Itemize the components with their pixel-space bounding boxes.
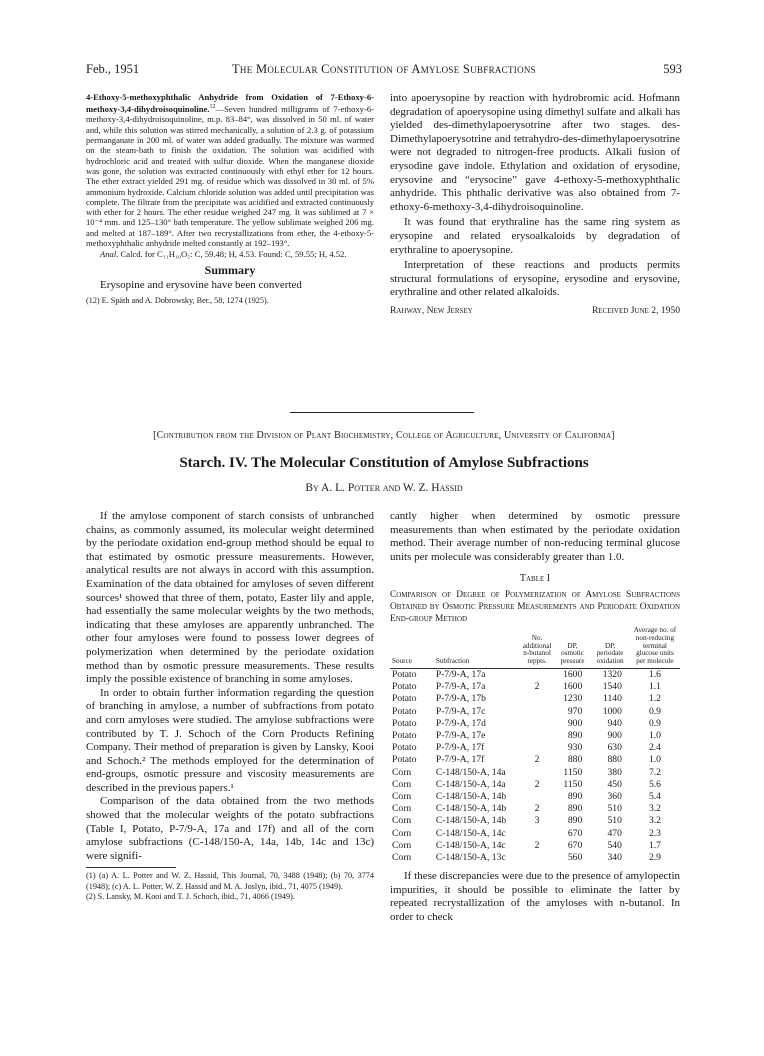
cell-terminal-units: 2.4	[648, 742, 661, 754]
cell-dp-periodate: 360	[607, 790, 622, 802]
footnote-1: (1) (a) A. L. Potter and W. Z. Hassid, This Journal, 70, 3488 (1948); (b) 70, 3774 (1948); (c) A. L. Potter, W. Z. Hassid and M. A. Joslyn, ibid., 71, 4075 (1949).	[86, 871, 374, 891]
article-right-column	[390, 510, 680, 925]
cell-dp-periodate: 540	[607, 839, 622, 851]
article-title: Starch. IV. The Molecular Constitution of Amylose Subfractions	[179, 455, 589, 471]
right-paragraph-1: cantly higher when determined by osmotic pressure measurements than when estimated by the periodate oxidation method. Their average number of non-reducing terminal glucose units per molecule was considerably greater than 1.0.	[390, 510, 680, 563]
prev-article-left-column	[86, 92, 374, 306]
cell-source: Corn	[392, 790, 412, 802]
cell-reppts	[519, 767, 554, 779]
cell-source: Corn	[392, 852, 412, 863]
cell-subfraction: C-148/150-A, 14a	[435, 778, 506, 790]
cell-subfraction: C-148/150-A, 14a	[435, 766, 506, 778]
cell-subfraction: P-7/9-A, 17a	[435, 668, 486, 680]
summary-paragraph-start: Erysopine and erysovine have been converted	[100, 279, 302, 292]
summary-paragraph-3: Interpretation of these reactions and products permits structural formulations of erysopine, erysodine and erysovine, erythraline and other related alkaloids.	[390, 259, 680, 299]
cell-subfraction: P-7/9-A, 17f	[435, 742, 485, 754]
cell-subfraction: P-7/9-A, 17b	[435, 693, 486, 705]
received-date: Received June 2, 1950	[591, 304, 680, 316]
table-caption: Comparison of Degree of Polymerization of Amylose Subfractions Obtained by Osmotic Pressure Measurements and Periodate Oxidation End-group Method	[390, 589, 680, 624]
table-row	[390, 791, 680, 803]
table-row	[390, 803, 680, 815]
cell-dp-osmotic: 1150	[563, 766, 583, 778]
cell-dp-osmotic: 1600	[563, 668, 583, 680]
location: Rahway, New Jersey	[390, 304, 473, 316]
cell-terminal-units: 1.1	[648, 681, 661, 693]
cell-dp-osmotic: 880	[567, 754, 583, 766]
article-separator	[290, 412, 474, 413]
cell-subfraction: C-148/150-A, 14b	[435, 803, 507, 815]
cell-terminal-units: 2.9	[648, 852, 661, 863]
table-row	[390, 681, 680, 693]
table-row	[390, 718, 680, 730]
cell-reppts: 3	[534, 815, 540, 827]
cell-source: Potato	[392, 705, 417, 717]
cell-dp-osmotic: 890	[567, 729, 583, 741]
table-row	[390, 730, 680, 742]
cell-subfraction: C-148/150-A, 14b	[435, 815, 507, 827]
cell-dp-osmotic: 1600	[563, 681, 583, 693]
cell-terminal-units: 1.2	[648, 693, 661, 705]
table-row	[390, 852, 680, 864]
cell-subfraction: P-7/9-A, 17c	[435, 705, 486, 717]
col-header-subfraction: Subfraction	[434, 627, 520, 668]
cell-subfraction: P-7/9-A, 17e	[435, 729, 486, 741]
intro-paragraph-3: Comparison of the data obtained from the two methods showed that the molecular weights of the potato subfractions (Table I, Potato, P-7/9-A, 17a and 17f) and all of the corn amylose subfractions (C-148/150-A, 14a, 14b, 14c and 13c) were signifi-	[86, 795, 374, 862]
analysis-label: Anal.	[100, 249, 119, 260]
cell-dp-periodate: 450	[607, 778, 622, 790]
cell-dp-periodate: 900	[607, 729, 622, 741]
running-title: The Molecular Constitution of Amylose Subfractions	[231, 62, 536, 76]
cell-dp-osmotic: 1150	[563, 778, 583, 790]
col-header-reppts: No. additional n-butanol reppts.	[519, 627, 554, 668]
table-row	[390, 754, 680, 766]
experimental-text: —Seven hundred milligrams of 7-ethoxy-6-methoxy-3,4-dihydroisoquinoline, m.p. 83–84°, was dissolved in 50 ml. of water and, while this solution was stirred mechanically, a solution of 2.3 g. of potassium permanganate in 200 ml. of water was added gradually. The mixture was warmed on the steam-bath to finish the oxidation. The solution was acidified with hydrochloric acid and treated with sulfur dioxide. When the manganese dioxide was gone, the solution was extracted continuously with ethyl ether for 12 hours. The ether extract yielded 291 mg. of residue which was dissolved in 30 ml. of 5% ammonium hydroxide. Calcium chloride solution was added until precipitation was complete. The filtrate from the precipitate was acidified and extracted continuously with ether for 2 hours. The ether residue weighed 247 mg. It was sublimed at 7 × 10⁻⁴ mm. and 125–130° bath temperature. The yellow sublimate weighed 206 mg. and melted at 187–189°. After two recrystallizations from ether, the 4-ethoxy-5-methoxyphthalic anhydride melted constantly at 192–193°.	[86, 104, 374, 249]
cell-reppts	[519, 718, 554, 730]
cell-dp-periodate: 380	[607, 766, 622, 778]
cell-reppts: 2	[534, 778, 540, 790]
analysis-text: Calcd. for C₁₁H₁₀O₅: C, 59.48; H, 4.53. Found: C, 59.55; H, 4.52.	[118, 249, 347, 260]
cell-dp-periodate: 1540	[602, 681, 622, 693]
experimental-title: 4-Ethoxy-5-methoxyphthalic Anhydride from Oxidation of 7-Ethoxy-6-methoxy-3,4-dihydroisoquinoline.	[86, 92, 374, 115]
cell-reppts: 2	[534, 803, 540, 815]
cell-dp-osmotic: 900	[567, 717, 583, 729]
cell-dp-periodate: 510	[607, 803, 622, 815]
cell-dp-osmotic: 890	[567, 790, 583, 802]
cell-source: Potato	[392, 681, 417, 693]
article-authors: By A. L. Potter and W. Z. Hassid	[305, 482, 463, 494]
col-header-terminal-units: Average no. of non-reducing terminal glucose units per molecule	[630, 627, 680, 668]
cell-source: Corn	[392, 827, 412, 839]
cell-subfraction: P-7/9-A, 17f	[435, 754, 485, 766]
cell-reppts	[519, 742, 554, 754]
cell-terminal-units: 0.9	[648, 705, 661, 717]
cell-subfraction: C-148/150-A, 13c	[435, 852, 506, 863]
cell-dp-periodate: 510	[607, 815, 622, 827]
table-row	[390, 706, 680, 718]
cell-terminal-units: 0.9	[648, 717, 661, 729]
cell-reppts	[519, 852, 554, 864]
cell-reppts: 2	[534, 681, 540, 693]
cell-subfraction: C-148/150-A, 14c	[435, 839, 506, 851]
cell-reppts: 2	[534, 839, 540, 851]
cell-terminal-units: 1.6	[648, 668, 661, 680]
summary-paragraph-2: It was found that erythraline has the same ring system as erysopine and related erysoalkaloids by degradation of erythraline to apoerysopine.	[390, 216, 680, 256]
table-row	[390, 840, 680, 852]
intro-paragraph-2: In order to obtain further information regarding the question of branching in amylose, a number of subfractions from potato and corn amyloses were studied. The amylose subfractions were contributed by T. J. Schoch of the Corn Products Refining Company. Their method of preparation is given by Lansky, Kooi and Schoch.² The methods employed for the determination of end-groups, osmotic pressure and viscosity measurements are described in the previous papers.¹	[86, 686, 374, 794]
summary-paragraph-cont: into apoerysopine by reaction with hydrobromic acid. Hofmann degradation of apoerysopine using dimethyl sulfate and alkali has yielded des-dimethylapoerysotrine after two stages. des-Dimethylapoerysotrine and tetrahydro-des-dimethylapoerysotrine were not degraded to nitrogen-free products. Alkali fusion of erysodine gave indole. Ethylation and oxidation of erysodine, erysovine and “erysocine” gave 4-ethoxy-5-methoxyphthalic anhydride. This phthalic derivative was also obtained from 7-ethoxy-6-methoxy-3,4-dihydroisoquinoline.	[390, 92, 680, 213]
cell-dp-osmotic: 1230	[563, 693, 583, 705]
cell-terminal-units: 3.2	[648, 803, 661, 815]
col-header-dp-osmotic: DP, osmotic pressure	[555, 627, 590, 668]
cell-dp-periodate: 880	[607, 754, 622, 766]
cell-source: Potato	[392, 668, 417, 680]
footnote-2: (2) S. Lansky, M. Kooi and T. J. Schoch, ibid., 71, 4066 (1949).	[86, 891, 295, 901]
cell-reppts	[519, 693, 554, 705]
article-left-column	[86, 510, 374, 902]
dp-table	[390, 627, 680, 864]
signature-line	[390, 304, 680, 318]
cell-terminal-units: 5.6	[648, 778, 661, 790]
table-row	[390, 779, 680, 791]
cell-source: Potato	[392, 729, 417, 741]
right-paragraph-2: If these discrepancies were due to the presence of amylopectin impurities, it should be possible to eliminate the latter by repeated recrystallization of the amyloses with n-butanol. In order to check	[390, 870, 680, 923]
cell-dp-periodate: 940	[607, 717, 622, 729]
experimental-ref: 12	[209, 104, 216, 111]
cell-source: Corn	[392, 766, 412, 778]
cell-terminal-units: 2.3	[648, 827, 661, 839]
cell-terminal-units: 5.4	[648, 790, 661, 802]
table-row	[390, 668, 680, 681]
cell-dp-osmotic: 890	[567, 815, 583, 827]
cell-dp-osmotic: 890	[567, 803, 583, 815]
cell-source: Potato	[392, 754, 417, 766]
prev-article-right-column	[390, 92, 680, 318]
summary-heading: Summary	[204, 262, 256, 277]
cell-source: Corn	[392, 839, 412, 851]
table-row	[390, 693, 680, 705]
cell-subfraction: P-7/9-A, 17d	[435, 717, 486, 729]
running-header	[86, 62, 682, 78]
cell-subfraction: C-148/150-A, 14c	[435, 827, 506, 839]
experimental-paragraph	[86, 92, 374, 248]
page-number: 593	[663, 62, 682, 76]
cell-source: Corn	[392, 803, 412, 815]
table-row	[390, 742, 680, 754]
col-header-source: Source	[390, 627, 434, 668]
cell-dp-osmotic: 560	[567, 852, 583, 863]
cell-dp-periodate: 1000	[602, 705, 622, 717]
cell-reppts	[519, 791, 554, 803]
table-row	[390, 767, 680, 779]
cell-source: Potato	[392, 693, 417, 705]
cell-source: Corn	[392, 815, 412, 827]
footnote-rule	[86, 867, 176, 868]
cell-reppts	[519, 706, 554, 718]
cell-dp-periodate: 630	[607, 742, 622, 754]
cell-reppts	[519, 828, 554, 840]
cell-source: Corn	[392, 778, 412, 790]
cell-dp-osmotic: 970	[567, 705, 583, 717]
contribution-line: [Contribution from the Division of Plant Biochemistry, College of Agriculture, University of California]	[153, 430, 615, 441]
cell-terminal-units: 3.2	[648, 815, 661, 827]
analysis-paragraph	[86, 249, 374, 259]
col-header-dp-periodate: DP, periodate oxidation	[590, 627, 630, 668]
cell-subfraction: C-148/150-A, 14b	[435, 790, 507, 802]
cell-dp-osmotic: 930	[567, 742, 583, 754]
cell-dp-periodate: 1320	[602, 668, 622, 680]
cell-dp-osmotic: 670	[567, 839, 583, 851]
cell-reppts	[519, 668, 554, 681]
cell-source: Potato	[392, 717, 417, 729]
table-label: Table I	[519, 573, 551, 585]
cell-dp-osmotic: 670	[567, 827, 583, 839]
table-header-row	[390, 627, 680, 668]
cell-terminal-units: 1.0	[648, 754, 661, 766]
table-row	[390, 828, 680, 840]
journal-date: Feb., 1951	[86, 62, 140, 76]
footnote-12: (12) E. Späth and A. Dobrowsky, Ber., 58, 1274 (1925).	[86, 295, 269, 305]
cell-dp-periodate: 470	[607, 827, 622, 839]
cell-reppts	[519, 730, 554, 742]
cell-terminal-units: 1.0	[648, 729, 661, 741]
cell-dp-periodate: 340	[607, 852, 622, 863]
cell-source: Potato	[392, 742, 417, 754]
cell-terminal-units: 7.2	[648, 766, 661, 778]
cell-dp-periodate: 1140	[603, 693, 622, 705]
cell-terminal-units: 1.7	[648, 839, 661, 851]
cell-subfraction: P-7/9-A, 17a	[435, 681, 486, 693]
cell-reppts: 2	[534, 754, 540, 766]
intro-paragraph-1: If the amylose component of starch consists of unbranched chains, as commonly assumed, its molecular weight determined by the periodate oxidation end-group method should be equal to that estimated by osmotic pressure measurements. However, analytical results are not always in accord with this assumption. Examination of the data obtained for amyloses of seven different sources¹ showed that three of them, potato, Easter lily and apple, had essentially the same molecular weights by the two methods, indicating that these amyloses are apparently unbranched. The other four amyloses were found to possess lower degrees of polymerization when determined by the periodate oxidation method than by osmotic pressure measurements. These results imply the possible existence of branching in some amyloses.	[86, 510, 374, 686]
table-row	[390, 815, 680, 827]
